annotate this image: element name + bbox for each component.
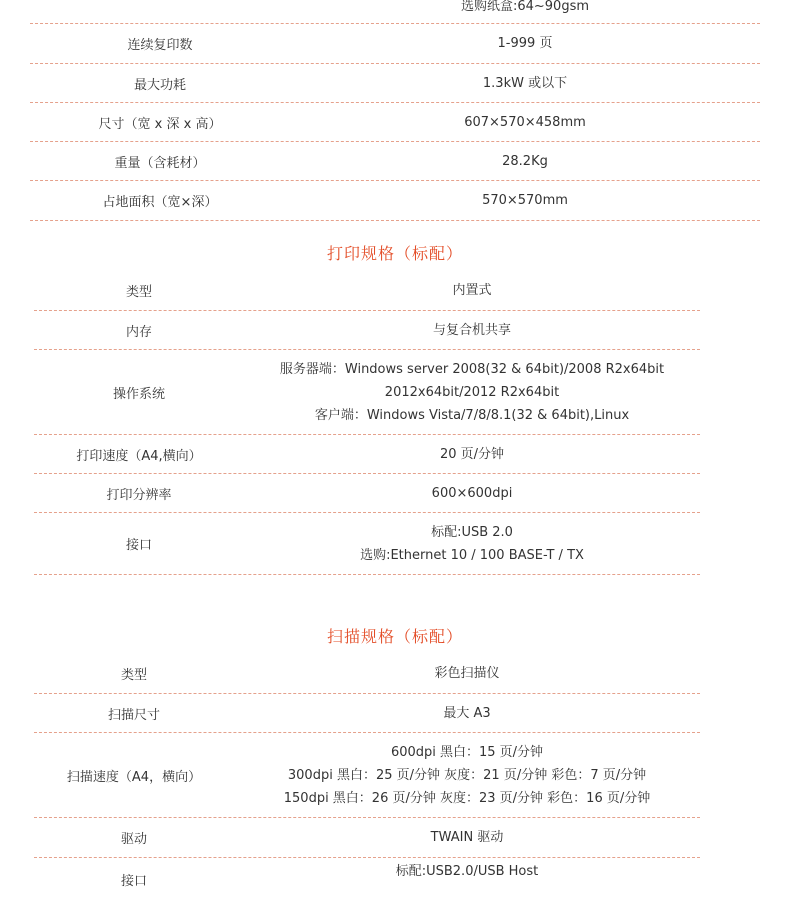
spec-label: 尺寸（宽 x 深 x 高） bbox=[98, 116, 222, 132]
spec-value: 内置式 bbox=[452, 283, 492, 298]
print-row-speed bbox=[34, 435, 700, 474]
spec-value: 最大 A3 bbox=[443, 705, 491, 721]
scan-row-interface bbox=[34, 858, 700, 898]
spec-value: 607×570×458mm bbox=[464, 114, 586, 130]
spec-value: 20 页/分钟 bbox=[439, 446, 505, 462]
spec-value: 标配:USB2.0/USB Host bbox=[395, 864, 539, 879]
spec-value: 彩色扫描仪 bbox=[434, 666, 500, 681]
spec-label: 类型 bbox=[125, 285, 152, 300]
spec-row-footprint bbox=[30, 181, 760, 221]
print-section-title: 打印规格（标配） bbox=[326, 244, 463, 263]
spec-label: 驱动 bbox=[120, 832, 147, 847]
print-row-memory bbox=[34, 311, 700, 350]
spec-label: 内存 bbox=[125, 324, 152, 340]
spec-label: 最大功耗 bbox=[133, 77, 186, 93]
scan-row-speed bbox=[34, 733, 700, 818]
spec-value: 28.2Kg bbox=[502, 153, 548, 169]
top-partial-row bbox=[30, 0, 760, 24]
spec-label: 接口 bbox=[120, 874, 147, 889]
spec-label: 类型 bbox=[120, 668, 147, 683]
spec-value: 1.3kW 或以下 bbox=[482, 75, 568, 91]
spec-label: 连续复印数 bbox=[127, 38, 193, 53]
spec-value: TWAIN 驱动 bbox=[430, 830, 504, 845]
scan-row-size bbox=[34, 694, 700, 733]
spec-label: 接口 bbox=[125, 538, 152, 553]
spec-row-copies bbox=[30, 24, 760, 64]
print-row-interface bbox=[34, 513, 700, 575]
spec-label: 打印速度（A4,横向） bbox=[76, 448, 202, 464]
spec-label: 扫描速度（A4，横向） bbox=[66, 769, 202, 785]
print-row-os bbox=[34, 350, 700, 435]
spec-label: 操作系统 bbox=[112, 386, 165, 402]
spec-value: 570×570mm bbox=[482, 193, 568, 208]
spec-value: 服务器端：Windows server 2008(32 & 64bit)/2008 R2x64bit 2012x64bit/2012 R2x64bit 客户端：Windows Vista/7/8/8.1(32 & 64bit),Linux bbox=[279, 361, 665, 423]
spec-label: 重量（含耗材） bbox=[114, 155, 206, 171]
spec-label: 打印分辨率 bbox=[106, 487, 172, 503]
spec-value: 与复合机共享 bbox=[432, 322, 511, 338]
spec-label: 扫描尺寸 bbox=[107, 707, 160, 723]
spec-row-weight bbox=[30, 142, 760, 181]
scan-row-type bbox=[34, 654, 700, 694]
spec-value: 600×600dpi bbox=[431, 485, 513, 501]
spec-value: 1-999 页 bbox=[497, 36, 553, 51]
print-row-type bbox=[34, 271, 700, 311]
spec-row-size bbox=[30, 103, 760, 142]
scan-section-title: 扫描规格（标配） bbox=[326, 627, 463, 646]
spec-value: 标配:USB 2.0 选购:Ethernet 10 / 100 BASE-T / TX bbox=[360, 524, 584, 563]
spec-value: 600dpi 黑白：15 页/分钟 300dpi 黑白：25 页/分钟 灰度：21 页/分钟 彩色：7 页/分钟 150dpi 黑白：26 页/分钟 灰度：23 页/分钟 彩色：16 页/分钟 bbox=[283, 744, 651, 806]
scan-row-driver bbox=[34, 818, 700, 858]
spec-row-power bbox=[30, 64, 760, 103]
top-partial-value: 选购纸盒:64~90gsm bbox=[460, 0, 590, 14]
spec-label: 占地面积（宽×深） bbox=[102, 195, 218, 210]
print-row-resolution bbox=[34, 474, 700, 513]
